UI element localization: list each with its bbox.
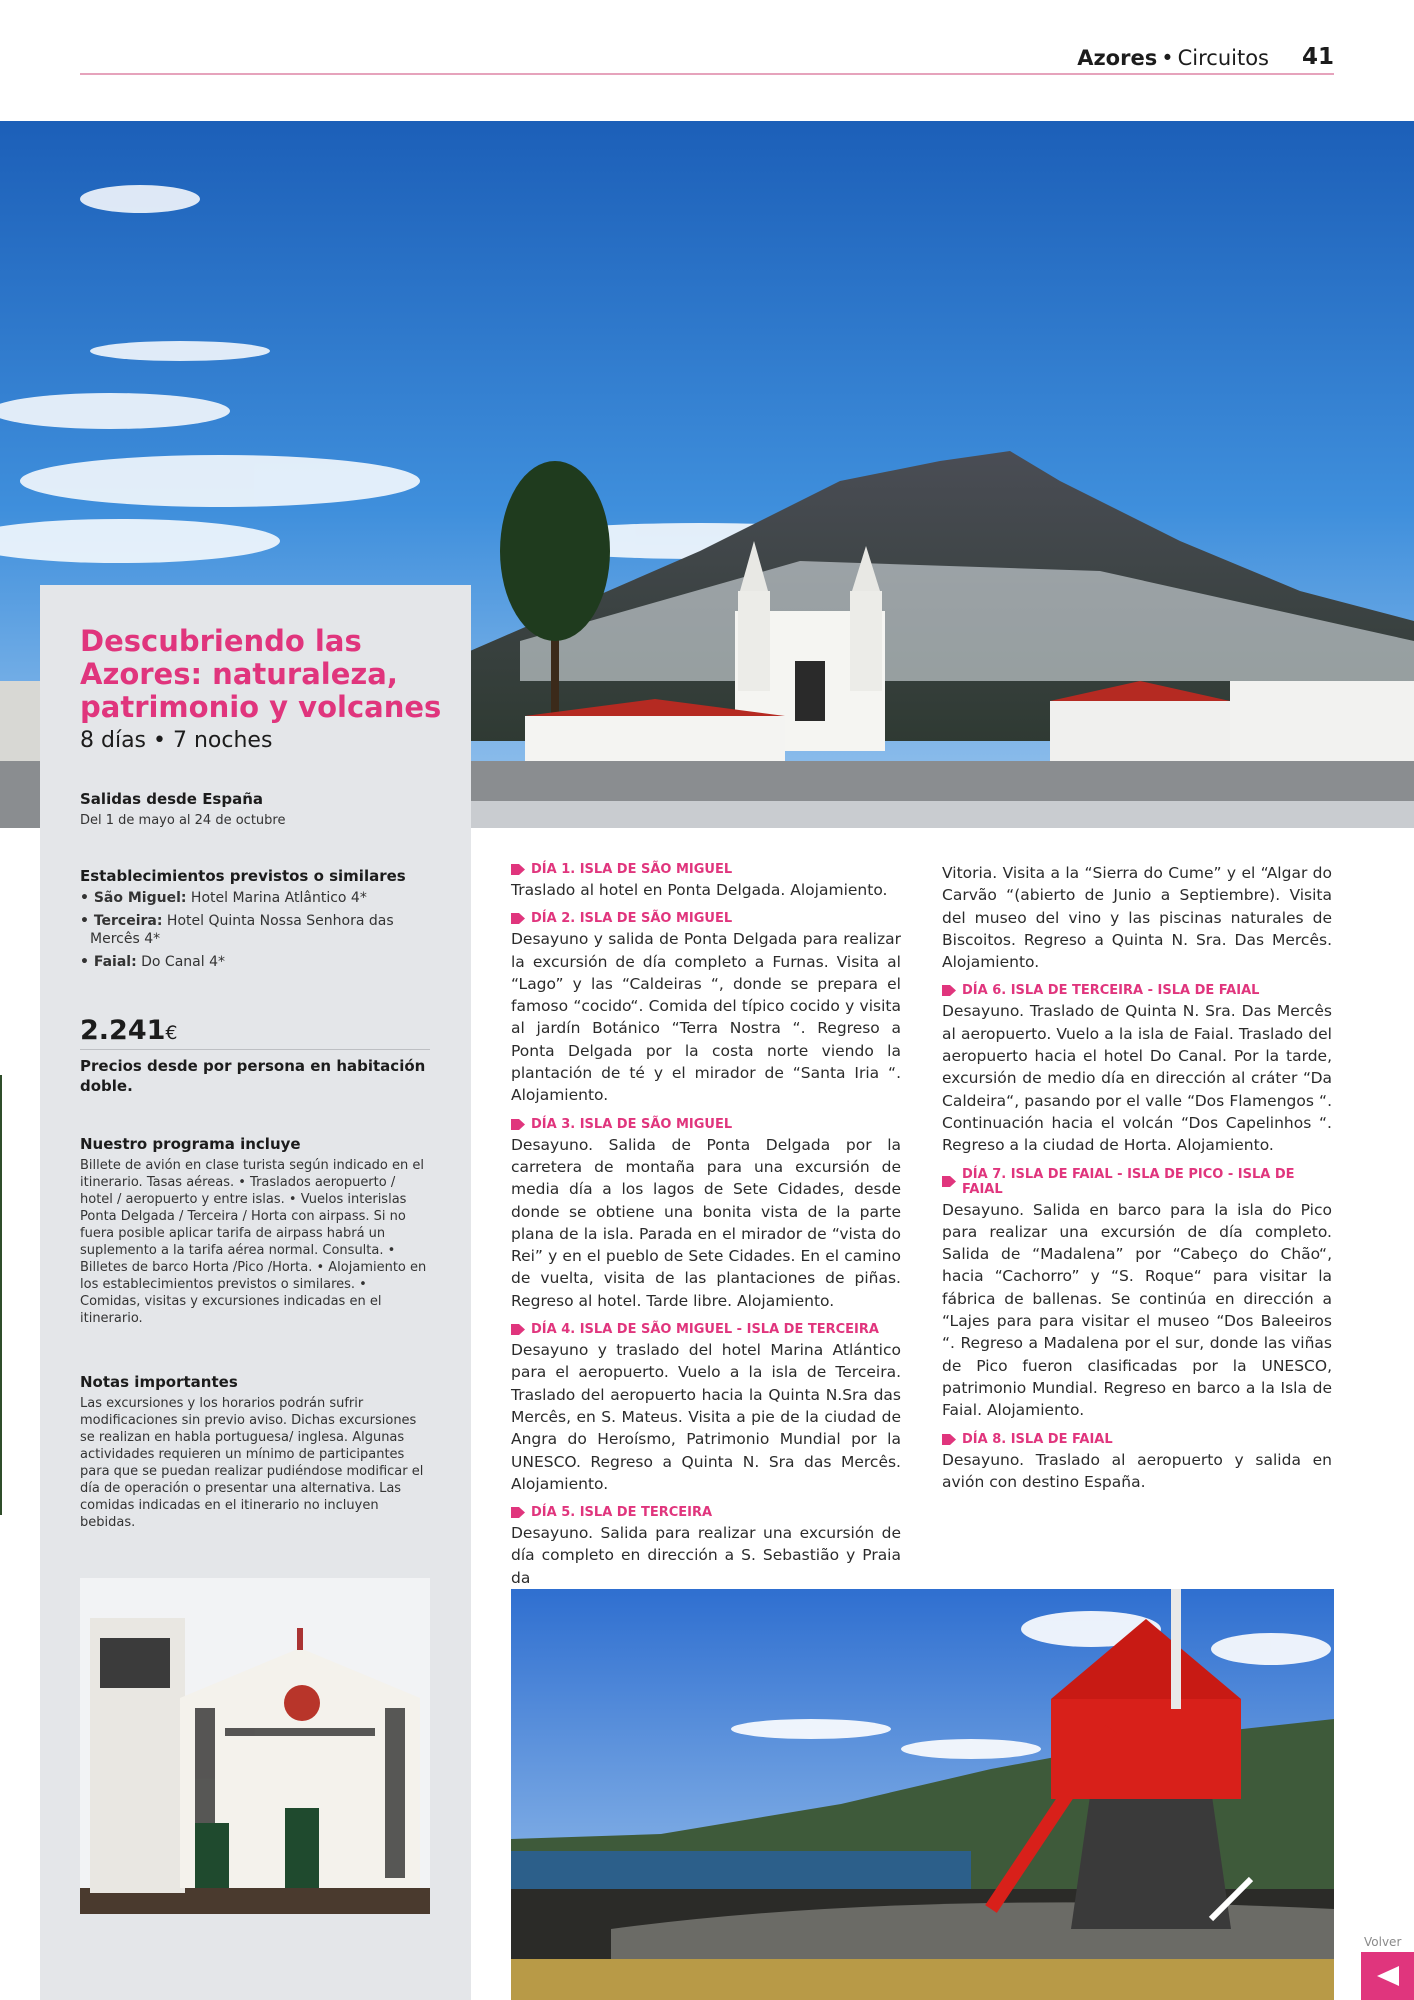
day-text: Desayuno. Salida para realizar una excursión de día completo en dirección a S. Sebastião y Praia da bbox=[511, 1524, 901, 1587]
day-heading-text: DÍA 4. ISLA DE SÃO MIGUEL - ISLA DE TERCEIRA bbox=[531, 1322, 879, 1338]
itinerary-column-1 bbox=[511, 862, 901, 1589]
day-heading bbox=[942, 983, 1332, 998]
church-photo bbox=[80, 1578, 430, 1914]
subsection-name: Circuitos bbox=[1177, 46, 1269, 70]
back-button[interactable] bbox=[1361, 1952, 1414, 2000]
hotel-island: Faial: bbox=[93, 954, 137, 970]
day-heading-text: DÍA 1. ISLA DE SÃO MIGUEL bbox=[531, 862, 733, 877]
day-heading-text: DÍA 7. ISLA DE FAIAL - ISLA DE PICO - ISLA DE FAIAL bbox=[962, 1166, 1295, 1197]
hotel-island: Terceira: bbox=[93, 913, 163, 929]
day-heading-text: DÍA 6. ISLA DE TERCEIRA - ISLA DE FAIAL bbox=[962, 983, 1260, 999]
includes-label: Nuestro programa incluye bbox=[80, 1135, 301, 1153]
trip-duration: 8 días • 7 noches bbox=[80, 728, 273, 753]
day-heading-text: DÍA 2. ISLA DE SÃO MIGUEL bbox=[531, 911, 733, 927]
day-heading bbox=[942, 1167, 1332, 1197]
breadcrumb-separator: • bbox=[1161, 46, 1174, 70]
day-text: Desayuno. Traslado de Quinta N. Sra. Das Mercês al aeropuerto. Vuelo a la isla de Faial. Traslado del aeropuerto hacia el hotel Do Canal. Por la tarde, excursión de medio día en dirección al cráter “Da Caldeira“, pasando por el valle “Dos Flamengos “. Continuación hacia el volcán “Dos Capelinhos “. Regreso a la ciudad de Horta. Alojamiento. bbox=[942, 1002, 1332, 1155]
left-edge-strip bbox=[0, 1075, 2, 1515]
departures-dates: Del 1 de mayo al 24 de octubre bbox=[80, 813, 286, 828]
tag-icon bbox=[942, 1176, 956, 1187]
trip-sidebar bbox=[40, 585, 471, 2000]
triangle-left-icon bbox=[1375, 1964, 1401, 1988]
tag-icon bbox=[942, 1434, 956, 1445]
notes-label: Notas importantes bbox=[80, 1373, 238, 1391]
trip-title: Descubriendo las Azores: naturaleza, patrimonio y volcanes bbox=[80, 624, 442, 724]
day-heading-text: DÍA 5. ISLA DE TERCEIRA bbox=[531, 1505, 713, 1521]
breadcrumb bbox=[1077, 46, 1269, 70]
day-text-continued: Vitoria. Visita a la “Sierra do Cume” y el “Algar do Carvão “(abierto de Junio a Septiembre). Visita del museo del vino y las piscinas naturales de Biscoitos. Regreso a Quinta N. Sra. Das Mercês. Alojamiento. bbox=[942, 864, 1332, 972]
hotel-name: Hotel Quinta Nossa Senhora das Mercês 4* bbox=[90, 913, 394, 947]
back-label: Volver bbox=[1364, 1935, 1402, 1949]
tag-icon bbox=[511, 864, 525, 875]
day-heading bbox=[511, 1322, 901, 1337]
price-value: 2.241 bbox=[80, 1015, 166, 1046]
day-text: Desayuno. Salida en barco para la isla do Pico para realizar una excursión de día completo. Salida de “Madalena” por “Cabeço do Chão“, hacia “Cachorro” y “S. Roque“ para visitar la fábrica de ballenas. Se continúa en dirección a “Lajes para para visitar el museo “Dos Baleeiros “. Regreso a Madalena por el sur, donde las viñas de Pico fueron clasificadas por la UNESCO, patrimonio Mundial. Regreso en barco a la Isla de Faial. Alojamiento. bbox=[942, 1200, 1332, 1420]
hotel-item: • Faial: Do Canal 4* bbox=[80, 954, 225, 970]
price-divider bbox=[80, 1049, 430, 1050]
hotel-name: Hotel Marina Atlântico 4* bbox=[190, 890, 367, 906]
notes-block bbox=[80, 1373, 430, 1531]
day-heading bbox=[942, 1432, 1332, 1447]
departures-label: Salidas desde España bbox=[80, 790, 264, 808]
hotel-name: Do Canal 4* bbox=[141, 954, 225, 970]
page-header bbox=[80, 44, 1334, 74]
itinerary-column-2 bbox=[942, 862, 1332, 1493]
price-block bbox=[80, 1015, 430, 1096]
tag-icon bbox=[942, 985, 956, 996]
day-heading bbox=[511, 862, 901, 877]
hotel-island: São Miguel: bbox=[93, 890, 187, 906]
day-heading bbox=[511, 1117, 901, 1132]
day-heading-text: DÍA 3. ISLA DE SÃO MIGUEL bbox=[531, 1116, 733, 1132]
hotels-list bbox=[80, 889, 430, 971]
day-text: Desayuno. Salida de Ponta Delgada por la carretera de montaña para una excursión de media día a los lagos de Sete Cidades, desde donde se obtiene una bonita vista de la parte plana de la isla. Parada en el mirador de “vista do Rei” y en el pueblo de Sete Cidades. En el camino de vuelta, visita de las plantaciones de piñas. Regreso al hotel. Tarde libre. Alojamiento. bbox=[511, 1135, 901, 1310]
tag-icon bbox=[511, 1119, 525, 1130]
day-heading bbox=[511, 911, 901, 926]
notes-text: Las excursiones y los horarios podrán sufrir modificaciones sin previo aviso. Dichas excursiones se realizan en habla portuguesa/ inglesa. Algunas actividades requieren un mínimo de participantes para que se puedan realizar pudiéndose modificar el día de operación o presentar una alternativa. Las comidas indicadas en el itinerario no incluyen bebidas. bbox=[80, 1396, 424, 1530]
day-text: Desayuno. Traslado al aeropuerto y salida en avión con destino España. bbox=[942, 1450, 1332, 1491]
tag-icon bbox=[511, 913, 525, 924]
day-heading bbox=[511, 1505, 901, 1520]
price-currency: € bbox=[165, 1022, 178, 1044]
section-name: Azores bbox=[1077, 46, 1158, 70]
includes-block bbox=[80, 1135, 430, 1327]
departures-block bbox=[80, 790, 430, 829]
tag-icon bbox=[511, 1507, 525, 1518]
price bbox=[80, 1015, 430, 1046]
windmill-photo bbox=[511, 1589, 1334, 2000]
hotel-item: • São Miguel: Hotel Marina Atlântico 4* bbox=[80, 890, 367, 906]
price-note: Precios desde por persona en habitación doble. bbox=[80, 1057, 426, 1095]
hotel-item: • Terceira: Hotel Quinta Nossa Senhora das Mercês 4* bbox=[80, 913, 394, 947]
day-text: Desayuno y traslado del hotel Marina Atlántico para el aeropuerto. Vuelo a la isla de Terceira. Traslado del aeropuerto hacia la Quinta N.Sra das Mercês, en S. Mateus. Visita a pie de la ciudad de Angra do Heroísmo, Patrimonio Mundial por la UNESCO. Regreso a Quinta N. Sra das Mercês. Alojamiento. bbox=[511, 1341, 901, 1493]
hotels-block bbox=[80, 867, 430, 976]
day-text: Traslado al hotel en Ponta Delgada. Alojamiento. bbox=[511, 881, 888, 899]
includes-text: Billete de avión en clase turista según indicado en el itinerario. Tasas aéreas. • Traslados aeropuerto / hotel / aeropuerto y entre islas. • Vuelos interislas Ponta Delgada / Terceira / Horta con airpass. Si no fuera posible aplicar tarifa de airpass habrá un suplemento a la tarifa aérea normal. Consulta. • Billetes de barco Horta /Pico /Horta. • Alojamiento en los establecimientos previstos o similares. • Comidas, visitas y excursiones indicadas en el itinerario. bbox=[80, 1158, 427, 1326]
hotels-label: Establecimientos previstos o similares bbox=[80, 867, 406, 885]
tag-icon bbox=[511, 1324, 525, 1335]
header-divider bbox=[80, 73, 1334, 75]
day-text: Desayuno y salida de Ponta Delgada para realizar la excursión de día completo a Furnas. Visita al “Lago” y las “Caldeiras “, donde se prepara el famoso “cocido“. Comida del típico cocido y visita al jardín Botánico “Terra Nostra “. Regreso a Ponta Delgada por la costa norte viendo la plantación de té y el mirador de “Santa Iria “. Alojamiento. bbox=[511, 930, 901, 1105]
day-heading-text: DÍA 8. ISLA DE FAIAL bbox=[962, 1431, 1113, 1447]
page-number: 41 bbox=[1301, 44, 1334, 70]
